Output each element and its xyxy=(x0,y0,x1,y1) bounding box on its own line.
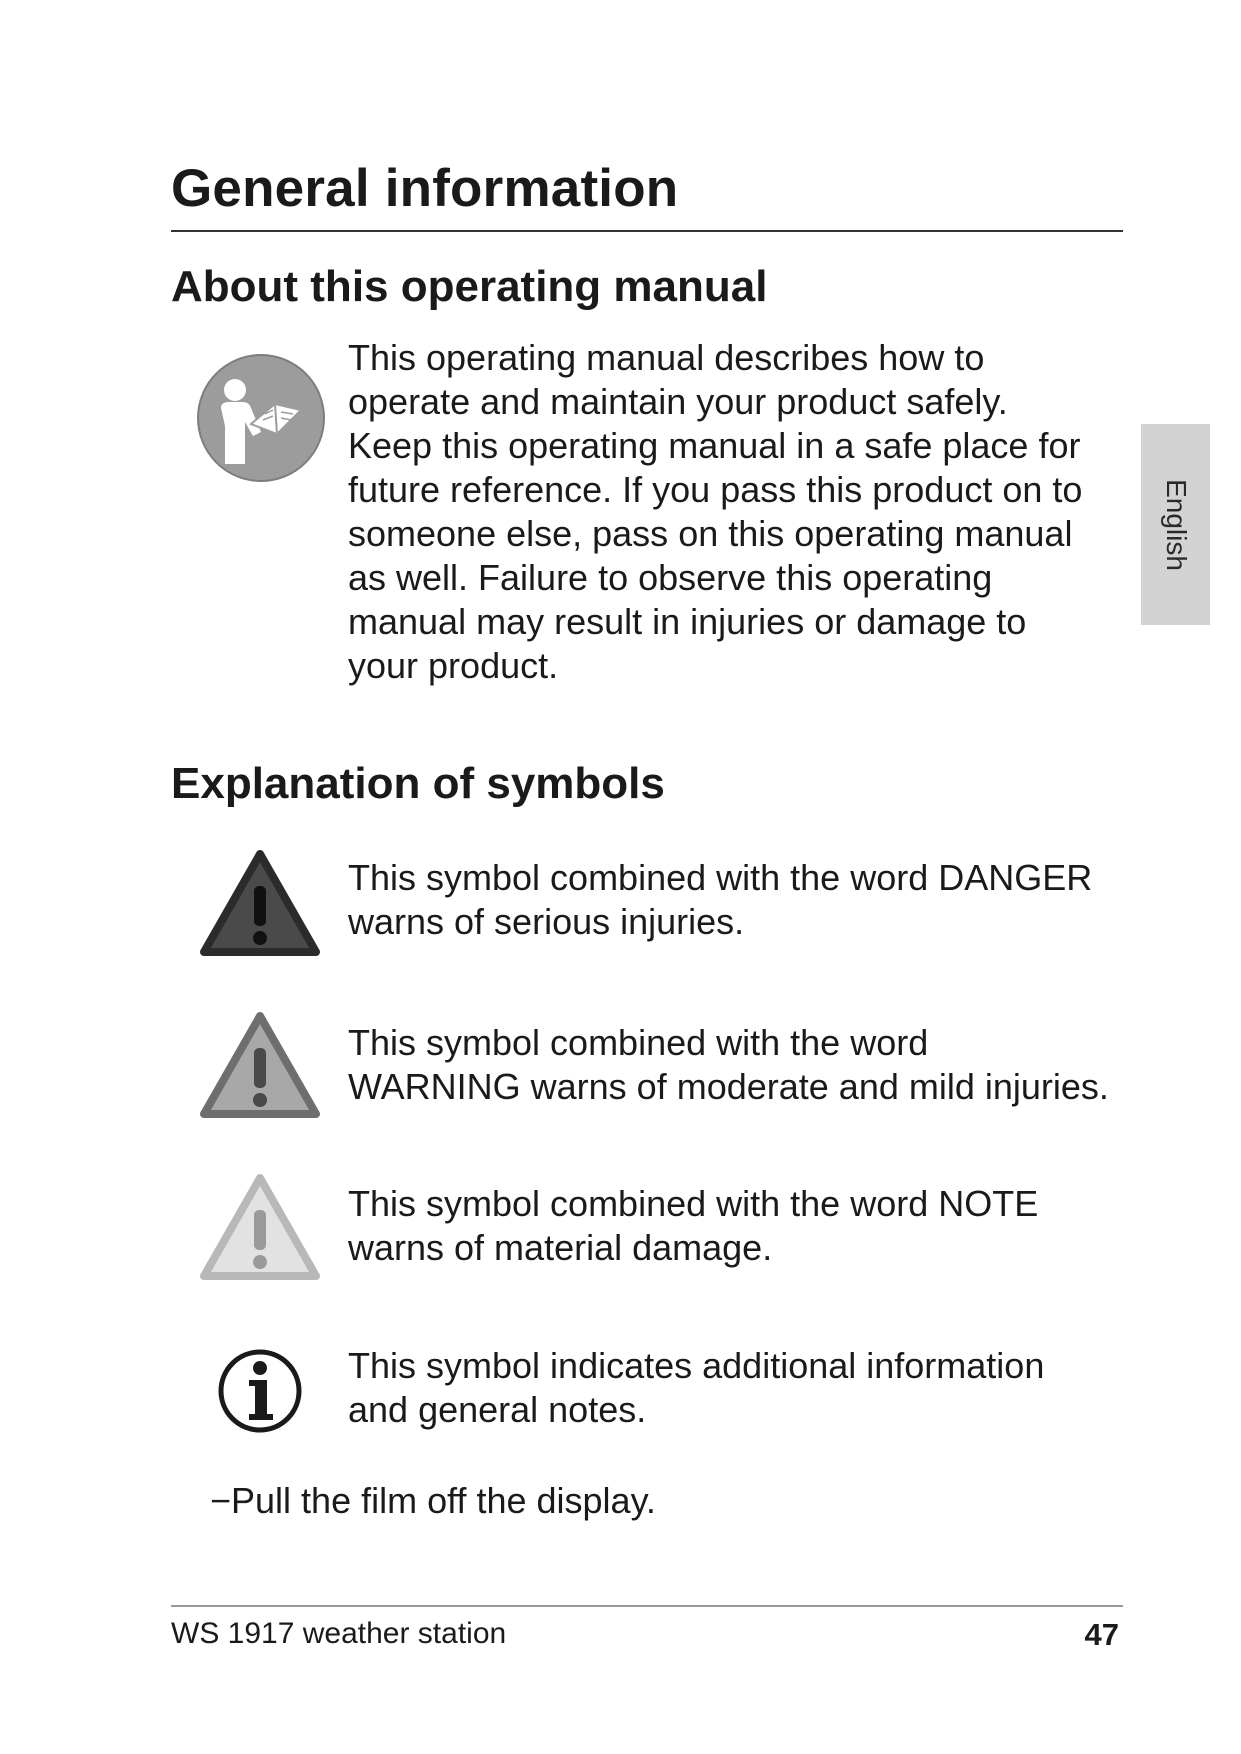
about-line: future reference. If you pass this product on to xyxy=(348,469,1083,510)
about-paragraph xyxy=(348,336,1082,688)
title-divider xyxy=(171,230,1123,232)
note-line: This symbol combined with the word NOTE xyxy=(348,1183,1039,1224)
about-heading: About this operating manual xyxy=(171,262,768,311)
danger-line: This symbol combined with the word DANGER xyxy=(348,857,1093,898)
about-line: This operating manual describes how to xyxy=(348,337,985,378)
warning-line: This symbol combined with the word xyxy=(348,1022,929,1063)
about-line: manual may result in injuries or damage to xyxy=(348,601,1027,642)
language-tab xyxy=(1141,424,1210,625)
info-icon xyxy=(217,1348,303,1439)
info-description xyxy=(348,1344,1044,1432)
footer-product-name: WS 1917 weather station xyxy=(171,1617,507,1650)
page-number: 47 xyxy=(1084,1617,1119,1652)
warning-triangle-icon xyxy=(198,1010,322,1127)
warning-description xyxy=(348,1021,1109,1109)
note-triangle-icon xyxy=(198,1172,322,1289)
read-manual-icon xyxy=(195,352,327,489)
note-line: warns of material damage. xyxy=(348,1227,773,1268)
about-line: as well. Failure to observe this operating xyxy=(348,557,993,598)
note-description xyxy=(348,1182,1038,1270)
footer-divider xyxy=(171,1605,1123,1607)
about-line: Keep this operating manual in a safe place for xyxy=(348,425,1081,466)
danger-line: warns of serious injuries. xyxy=(348,901,745,942)
about-line: someone else, pass on this operating manual xyxy=(348,513,1073,554)
symbols-heading: Explanation of symbols xyxy=(171,759,665,808)
about-line: your product. xyxy=(348,645,559,686)
danger-description xyxy=(348,856,1092,944)
about-line: operate and maintain your product safely. xyxy=(348,381,1008,422)
warning-line: WARNING warns of moderate and mild injuries. xyxy=(348,1066,1109,1107)
danger-warning-triangle-icon xyxy=(198,848,322,965)
info-line: and general notes. xyxy=(348,1389,647,1430)
instruction-step: −Pull the film off the display. xyxy=(210,1480,656,1521)
language-tab-label: English xyxy=(1160,478,1192,571)
page-title: General information xyxy=(171,159,679,218)
info-line: This symbol indicates additional information xyxy=(348,1345,1045,1386)
